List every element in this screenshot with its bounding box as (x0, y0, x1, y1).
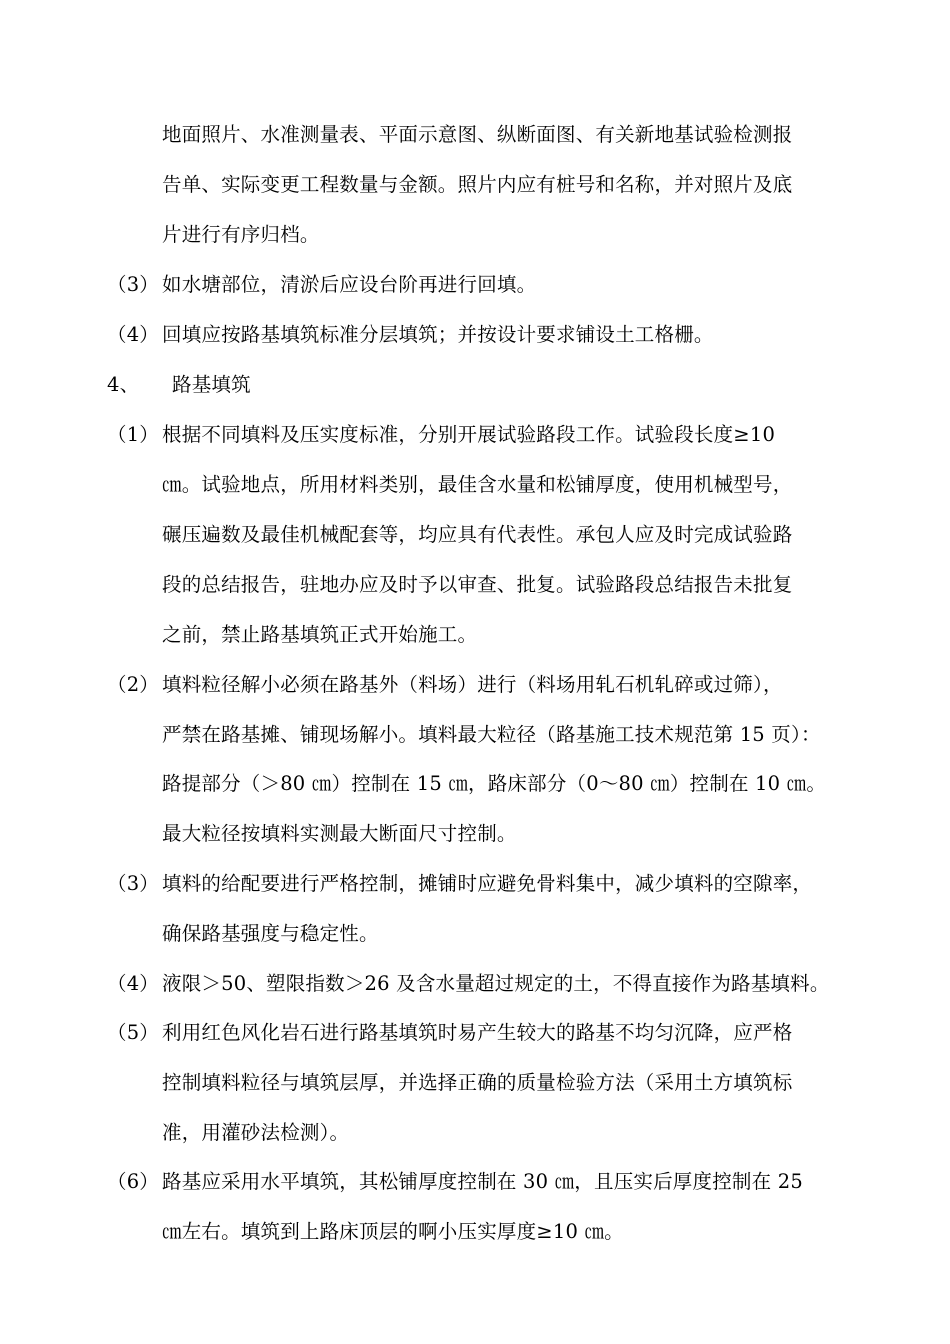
item-number: （1） (107, 423, 160, 446)
text-line: 地面照片、水准测量表、平面示意图、纵断面图、有关新地基试验检测报 (162, 123, 793, 146)
item-number: （3） (107, 273, 160, 296)
text-line: 片进行有序归档。 (162, 223, 320, 246)
text-line: 碾压遍数及最佳机械配套等，均应具有代表性。承包人应及时完成试验路 (162, 523, 793, 546)
item-number: （3） (107, 872, 160, 895)
text-line: 确保路基强度与稳定性。 (162, 922, 379, 945)
section-number: 4、 (107, 373, 140, 396)
item-number: （2） (107, 673, 160, 696)
text-line: 之前，禁止路基填筑正式开始施工。 (162, 623, 478, 646)
text-line: 路提部分（＞80 ㎝）控制在 15 ㎝，路床部分（0～80 ㎝）控制在 10 ㎝。 (162, 772, 827, 795)
text-line: 根据不同填料及压实度标准，分别开展试验路段工作。试验段长度≥10 (162, 423, 776, 446)
text-line: 段的总结报告，驻地办应及时予以审查、批复。试验路段总结报告未批复 (162, 573, 793, 596)
text-line: 液限＞50、塑限指数＞26 及含水量超过规定的土，不得直接作为路基填料。 (162, 972, 830, 995)
item-number: （4） (107, 323, 160, 346)
text-line: 严禁在路基摊、铺现场解小。填料最大粒径（路基施工技术规范第 15 页）： (162, 723, 821, 746)
text-line: 最大粒径按填料实测最大断面尺寸控制。 (162, 822, 517, 845)
section-heading: 路基填筑 (172, 373, 251, 396)
text-line: 控制填料粒径与填筑层厚，并选择正确的质量检验方法（采用土方填筑标 (162, 1071, 793, 1094)
text-line: 回填应按路基填筑标准分层填筑；并按设计要求铺设土工格栅。 (162, 323, 714, 346)
text-line: ㎝。试验地点，所用材料类别，最佳含水量和松铺厚度，使用机械型号， (162, 473, 793, 496)
text-line: 填料的给配要进行严格控制，摊铺时应避免骨料集中，减少填料的空隙率， (162, 872, 813, 895)
item-number: （6） (107, 1170, 160, 1193)
text-line: 填料粒径解小必须在路基外（料场）进行（料场用轧石机轧碎或过筛）， (162, 673, 783, 696)
text-line: 准，用灌砂法检测）。 (162, 1121, 350, 1144)
text-line: 如水塘部位，清淤后应设台阶再进行回填。 (162, 273, 537, 296)
text-line: 路基应采用水平填筑，其松铺厚度控制在 30 ㎝，且压实后厚度控制在 25 (162, 1170, 803, 1193)
item-number: （4） (107, 972, 160, 995)
text-line: 告单、实际变更工程数量与金额。照片内应有桩号和名称，并对照片及底 (162, 173, 793, 196)
item-number: （5） (107, 1021, 160, 1044)
text-line: ㎝左右。填筑到上路床顶层的啊小压实厚度≥10 ㎝。 (162, 1220, 624, 1243)
text-line: 利用红色风化岩石进行路基填筑时易产生较大的路基不均匀沉降，应严格 (162, 1021, 793, 1044)
